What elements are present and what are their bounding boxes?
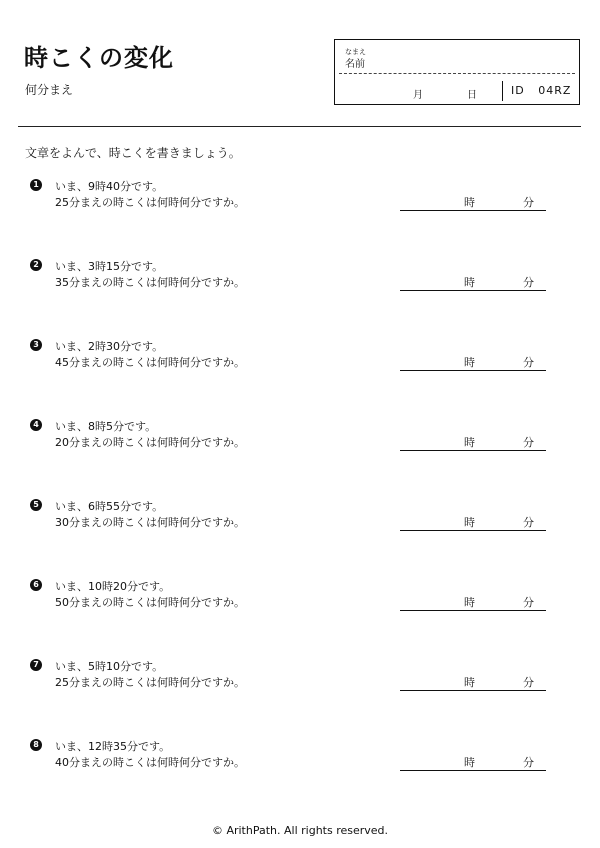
minute-unit: 分 [523,276,534,289]
problem-item [0,178,600,218]
problem-line1: いま、10時20分です。 [55,580,171,593]
answer-line[interactable] [400,610,546,611]
id-value: 04RZ [538,84,572,97]
minute-unit: 分 [523,756,534,769]
hour-unit: 時 [464,436,475,449]
problem-line1: いま、12時35分です。 [55,740,171,753]
name-label: 名前 [345,59,365,70]
problem-number: 5 [30,499,42,511]
answer-line[interactable] [400,450,546,451]
minute-unit: 分 [523,596,534,609]
problem-item [0,578,600,618]
id-divider [502,81,503,101]
copyright-footer: © ArithPath. All rights reserved. [211,824,389,837]
answer-line[interactable] [400,290,546,291]
problem-number: 8 [30,739,42,751]
minute-unit: 分 [523,676,534,689]
problem-line1: いま、9時40分です。 [55,180,164,193]
answer-line[interactable] [400,690,546,691]
problem-line2: 25分まえの時こくは何時何分ですか。 [55,676,245,689]
name-box [334,39,580,105]
problem-number: 7 [30,659,42,671]
page-subtitle: 何分まえ [25,83,74,97]
answer-line[interactable] [400,210,546,211]
minute-unit: 分 [523,196,534,209]
minute-unit: 分 [523,516,534,529]
hour-unit: 時 [464,596,475,609]
instruction-text: 文章をよんで、時こくを書きましょう。 [25,146,241,160]
day-label: 日 [467,90,477,101]
hour-unit: 時 [464,756,475,769]
name-dotted-line [339,73,575,74]
problem-line2: 25分まえの時こくは何時何分ですか。 [55,196,245,209]
problem-line2: 40分まえの時こくは何時何分ですか。 [55,756,245,769]
hour-unit: 時 [464,676,475,689]
minute-unit: 分 [523,356,534,369]
problem-line2: 30分まえの時こくは何時何分ですか。 [55,516,245,529]
problem-line1: いま、8時5分です。 [55,420,157,433]
hour-unit: 時 [464,516,475,529]
header-rule [18,126,581,127]
problem-number: 4 [30,419,42,431]
hour-unit: 時 [464,356,475,369]
answer-line[interactable] [400,530,546,531]
answer-line[interactable] [400,370,546,371]
problem-number: 1 [30,179,42,191]
id-field [511,84,571,97]
month-label: 月 [413,90,423,101]
problem-line2: 35分まえの時こくは何時何分ですか。 [55,276,245,289]
hour-unit: 時 [464,276,475,289]
problem-item [0,498,600,538]
problem-line1: いま、2時30分です。 [55,340,164,353]
problem-item [0,738,600,778]
problem-item [0,338,600,378]
problem-line2: 45分まえの時こくは何時何分ですか。 [55,356,245,369]
problem-number: 2 [30,259,42,271]
problem-item [0,658,600,698]
minute-unit: 分 [523,436,534,449]
problem-line2: 20分まえの時こくは何時何分ですか。 [55,436,245,449]
hour-unit: 時 [464,196,475,209]
problem-item [0,258,600,298]
answer-line[interactable] [400,770,546,771]
problem-line1: いま、6時55分です。 [55,500,164,513]
problem-line1: いま、5時10分です。 [55,660,164,673]
id-label: ID [511,84,525,97]
problem-line2: 50分まえの時こくは何時何分ですか。 [55,596,245,609]
problem-line1: いま、3時15分です。 [55,260,164,273]
problem-number: 3 [30,339,42,351]
page-title: 時こくの変化 [24,44,174,72]
problem-number: 6 [30,579,42,591]
problem-item [0,418,600,458]
name-ruby: なまえ [345,48,366,56]
